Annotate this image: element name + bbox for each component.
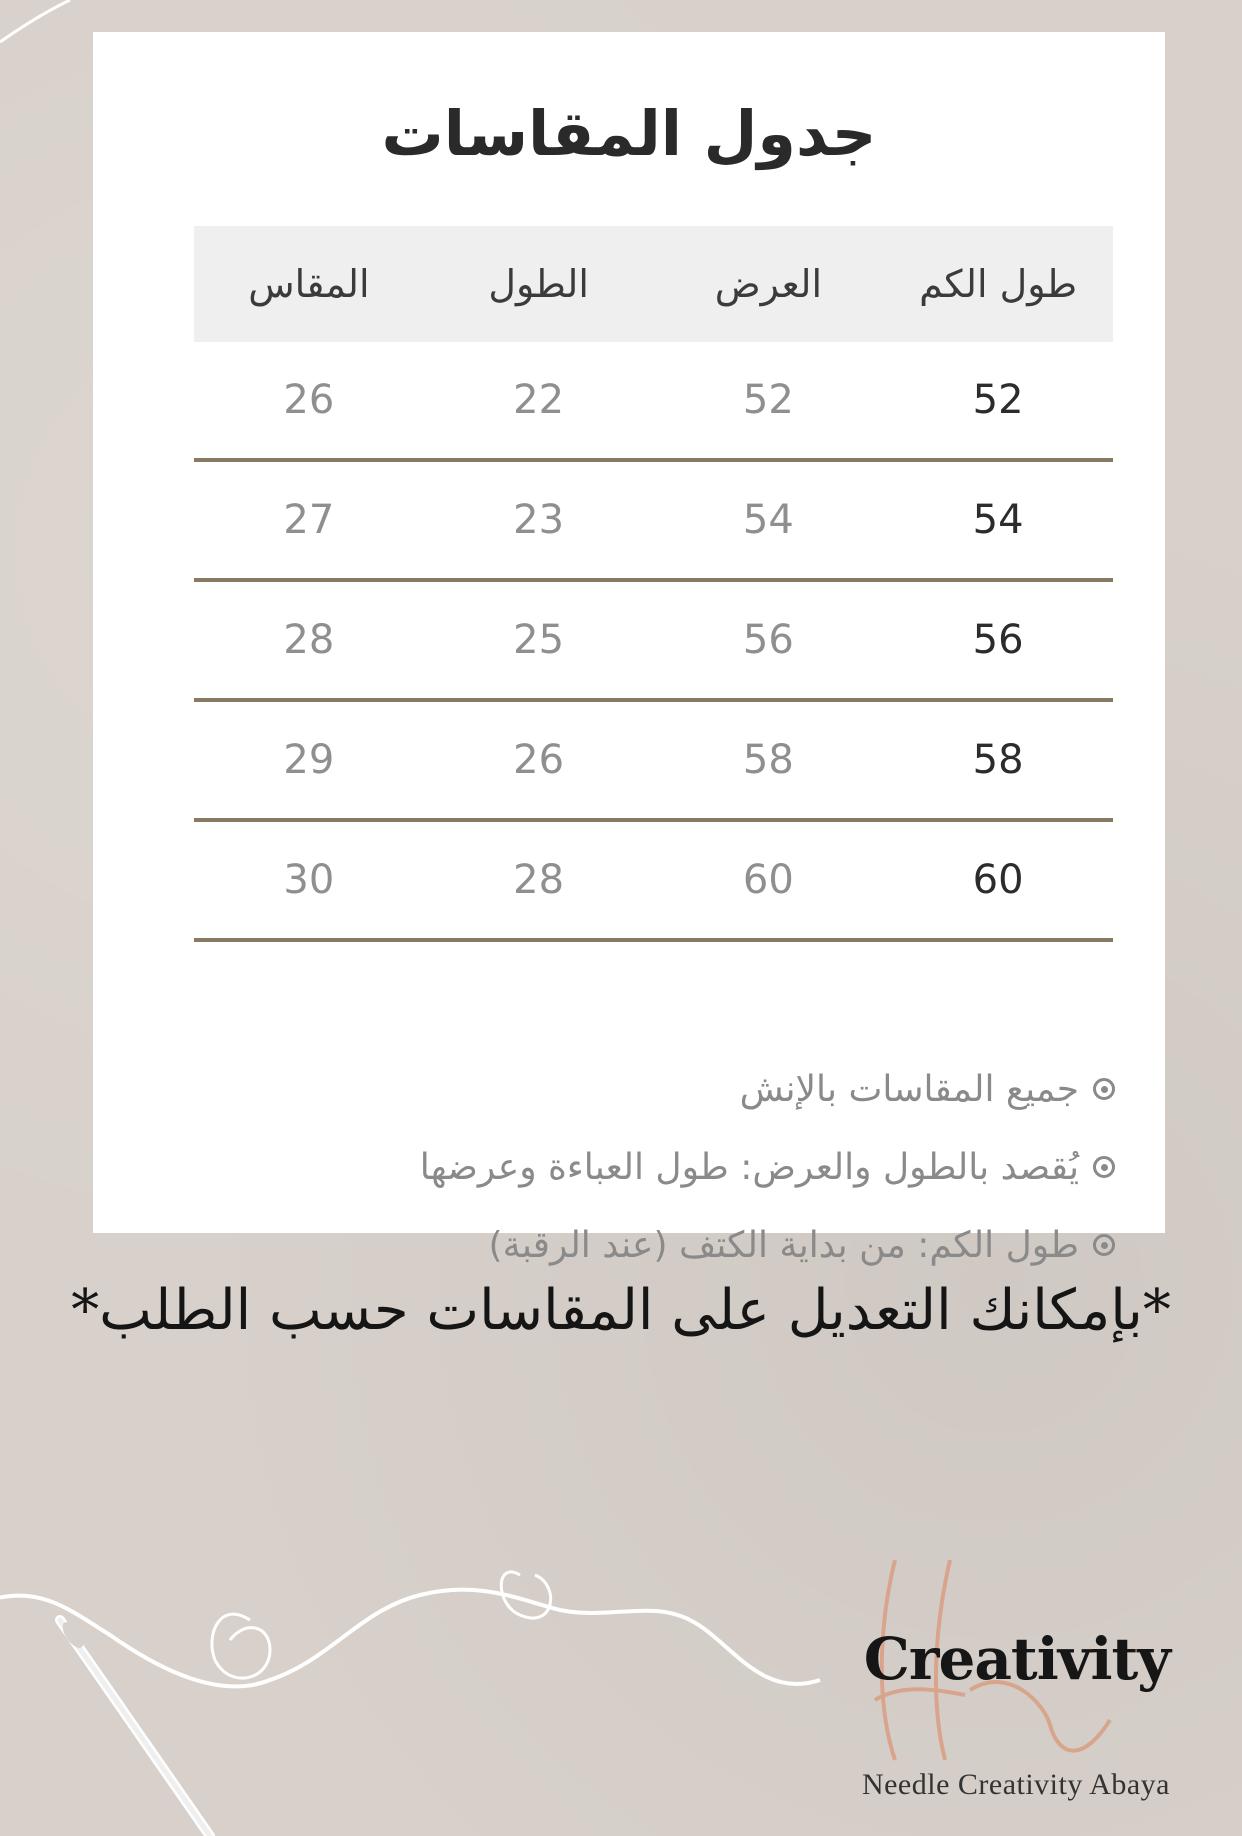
table-row — [194, 822, 1113, 942]
thread-loop-2 — [501, 1572, 550, 1618]
radio-dot-icon — [1093, 1234, 1115, 1256]
table-row — [194, 342, 1113, 462]
cell-size: 52 — [972, 377, 1024, 423]
brand-logo — [861, 1625, 1170, 1802]
table-row — [194, 582, 1113, 702]
size-notes-list — [215, 1050, 1115, 1284]
size-table — [194, 226, 1113, 942]
cell-width: 25 — [513, 617, 565, 663]
cell-sleeve-length: 29 — [283, 737, 335, 783]
radio-dot-icon — [1093, 1078, 1115, 1100]
cell-sleeve-length: 27 — [283, 497, 335, 543]
cell-size: 60 — [972, 857, 1024, 903]
note-text: طول الكم: من بداية الكتف (عند الرقبة) — [488, 1224, 1079, 1266]
cell-width: 22 — [513, 377, 565, 423]
column-header-length: الطول — [488, 262, 589, 306]
cell-size: 56 — [972, 617, 1024, 663]
column-header-size: المقاس — [248, 262, 370, 306]
cell-width: 23 — [513, 497, 565, 543]
cell-size: 54 — [972, 497, 1024, 543]
cell-length: 52 — [742, 377, 794, 423]
top-left-thread-arc — [0, 0, 70, 42]
cell-length: 58 — [742, 737, 794, 783]
cell-sleeve-length: 30 — [283, 857, 335, 903]
note-text: جميع المقاسات بالإنش — [739, 1068, 1079, 1110]
page-title: جدول المقاسات — [381, 97, 877, 170]
thread-loop-1 — [212, 1614, 270, 1678]
radio-dot-icon — [1093, 1156, 1115, 1178]
list-item — [215, 1128, 1115, 1206]
cell-width: 26 — [513, 737, 565, 783]
table-row — [194, 702, 1113, 822]
cell-size: 58 — [972, 737, 1024, 783]
cell-sleeve-length: 26 — [283, 377, 335, 423]
column-header-sleeve-length: طول الكم — [919, 262, 1078, 306]
table-header-row — [194, 226, 1113, 342]
cell-length: 60 — [742, 857, 794, 903]
note-text: يُقصد بالطول والعرض: طول العباءة وعرضها — [419, 1146, 1079, 1188]
brand-tagline: Needle Creativity Abaya — [861, 1768, 1170, 1801]
brand-name: Creativity — [863, 1625, 1170, 1693]
list-item — [215, 1206, 1115, 1284]
cell-length: 54 — [742, 497, 794, 543]
bottom-thread — [0, 1590, 820, 1687]
needle-icon — [59, 1619, 210, 1836]
custom-size-note: *بإمكانك التعديل على المقاسات حسب الطلب* — [71, 1278, 1171, 1343]
table-row — [194, 462, 1113, 582]
cell-length: 56 — [742, 617, 794, 663]
column-header-width: العرض — [714, 262, 823, 306]
size-chart-card — [93, 32, 1165, 1266]
cell-sleeve-length: 28 — [283, 617, 335, 663]
list-item — [215, 1050, 1115, 1128]
cell-width: 28 — [513, 857, 565, 903]
